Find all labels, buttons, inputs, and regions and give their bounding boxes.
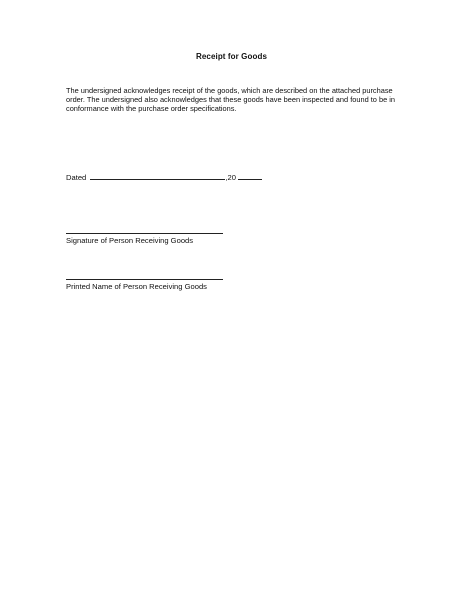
dated-label: Dated <box>66 173 87 182</box>
date-blank <box>90 171 225 180</box>
printed-name-label: Printed Name of Person Receiving Goods <box>66 282 207 291</box>
printed-name-rule <box>66 279 223 280</box>
signature-rule <box>66 233 223 234</box>
dated-line <box>66 171 262 183</box>
signature-label: Signature of Person Receiving Goods <box>66 236 194 245</box>
acknowledgement-paragraph: The undersigned acknowledges receipt of the goods, which are described on the attached purchase order. The undersigned also acknowledges that these goods have been inspected and found to be in conformance with the purchase order specifications. <box>66 86 395 113</box>
document-title: Receipt for Goods <box>195 52 268 61</box>
year-blank <box>238 171 262 180</box>
year-prefix: ,20 <box>225 173 236 182</box>
